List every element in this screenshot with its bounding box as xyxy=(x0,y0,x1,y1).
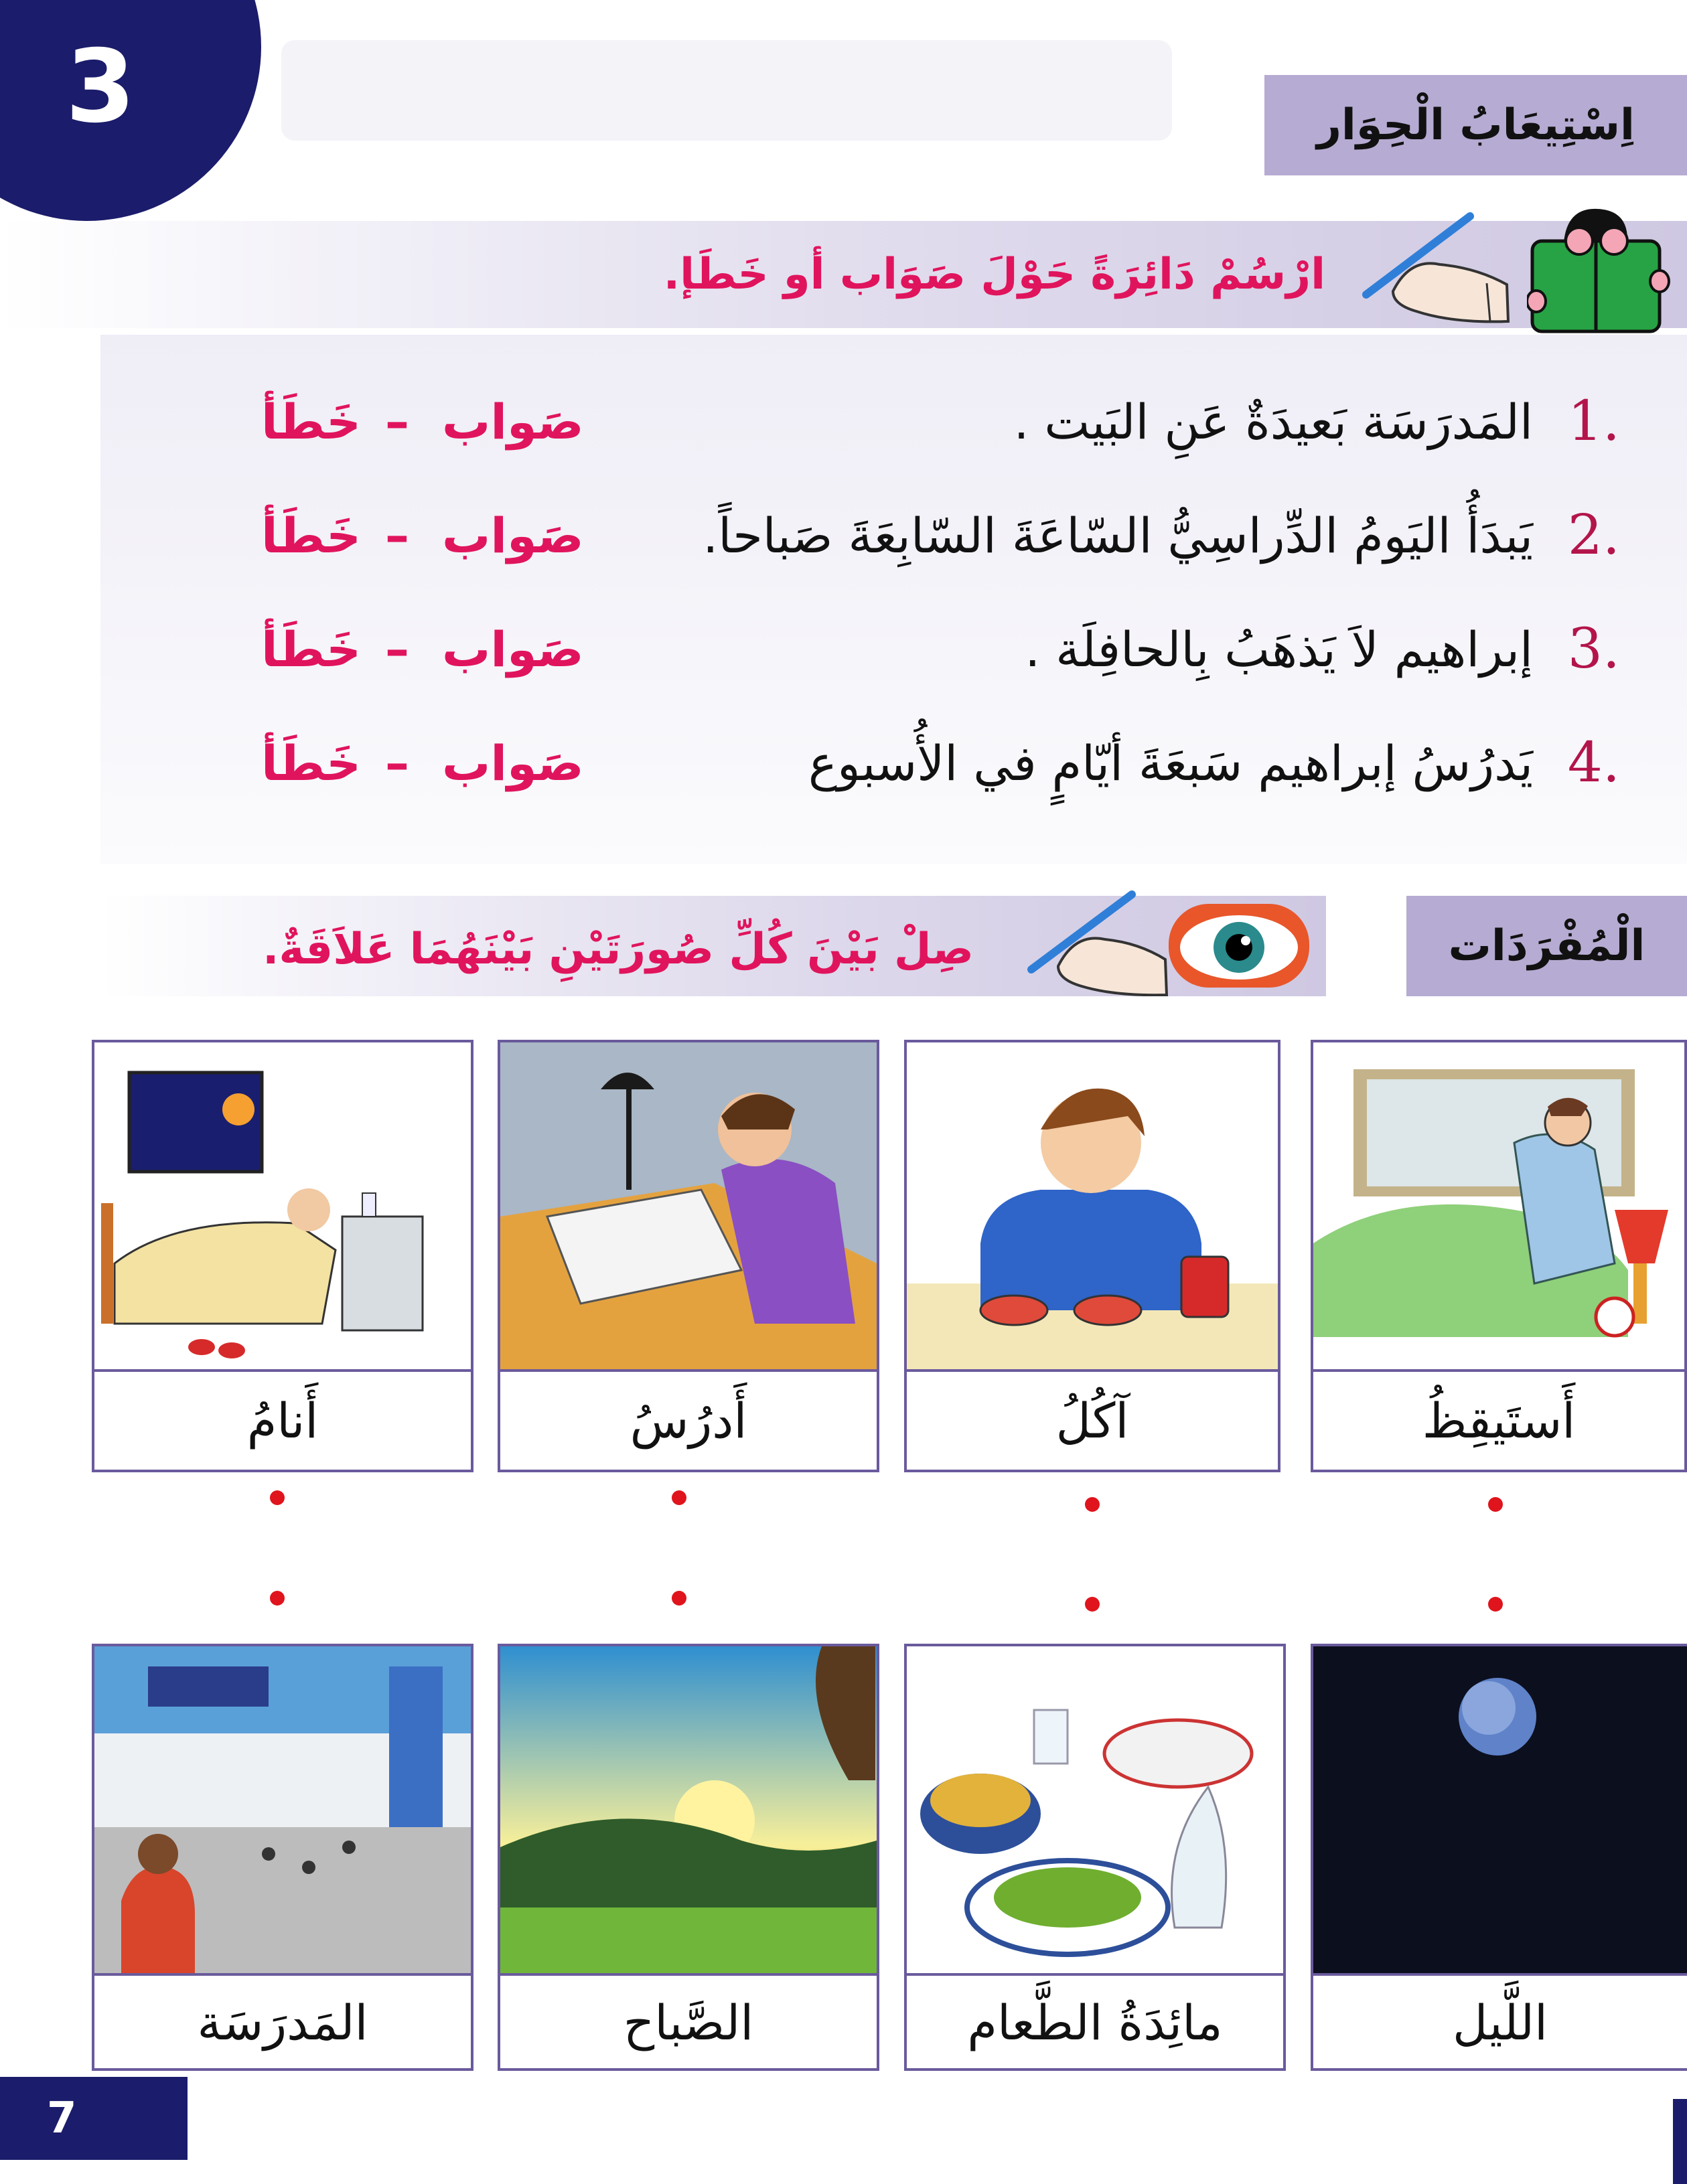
comprehension-instruction: ارْسُمْ دَائِرَةً حَوْلَ صَوَاب أو خَطَإ. xyxy=(663,250,1325,299)
vocab-label: اللَّيل xyxy=(1452,1995,1548,2051)
vocab-card-study xyxy=(498,1040,879,1472)
vocab-label: أَدرُسُ xyxy=(630,1393,747,1449)
choice-true[interactable]: صَواب xyxy=(442,735,584,791)
match-dot-bottom[interactable] xyxy=(1488,1597,1503,1612)
match-dot-bottom[interactable] xyxy=(672,1591,686,1606)
vocab-card-dinner-table xyxy=(904,1644,1286,2071)
sleep-illustration xyxy=(94,1042,471,1371)
match-dot-bottom[interactable] xyxy=(1085,1597,1100,1612)
dinner-table-illustration xyxy=(907,1646,1283,1974)
school-illustration xyxy=(94,1646,471,1974)
vocab-label: أَنامُ xyxy=(246,1393,319,1449)
choice-separator: – xyxy=(385,508,409,564)
choice-false[interactable]: خَطَأ xyxy=(261,735,362,791)
vocab-card-wake-up xyxy=(1311,1040,1687,1472)
night-illustration xyxy=(1313,1646,1687,1974)
choice-separator: – xyxy=(385,735,409,791)
comprehension-title xyxy=(1264,75,1687,175)
choice-true[interactable]: صَواب xyxy=(442,621,584,678)
page-number: 7 xyxy=(47,2094,77,2143)
match-dot-top[interactable] xyxy=(1488,1497,1503,1512)
choice-false[interactable]: خَطَأ xyxy=(261,508,362,564)
vocab-card-morning xyxy=(498,1644,879,2071)
vocab-label: المَدرَسَة xyxy=(197,1995,368,2051)
vocab-label: الصَّباح xyxy=(623,1995,754,2051)
question-row xyxy=(0,479,1687,593)
lesson-number: 3 xyxy=(65,29,136,145)
writing-hand-icon xyxy=(1353,211,1514,325)
comprehension-title-text: اِسْتِيعَابُ الْحِوَار xyxy=(1317,100,1635,150)
choice-true[interactable]: صَواب xyxy=(442,508,584,564)
choice-separator: – xyxy=(385,394,409,450)
match-dot-top[interactable] xyxy=(1085,1497,1100,1512)
eat-illustration xyxy=(907,1042,1278,1371)
question-number: 2. xyxy=(1567,503,1620,567)
vocab-card-night xyxy=(1311,1644,1687,2071)
vocab-label: أَستَيقِظُ xyxy=(1422,1393,1576,1449)
choice-true[interactable]: صَواب xyxy=(442,394,584,450)
vocabulary-title xyxy=(1406,896,1687,996)
question-text: المَدرَسَة بَعيدَةٌ عَنِ البَيت . xyxy=(1013,394,1533,450)
vocab-card-sleep xyxy=(92,1040,473,1472)
question-row xyxy=(0,593,1687,706)
question-text: يَدرُسُ إبراهيم سَبعَةَ أيّامٍ في الأُسبوع xyxy=(808,735,1533,791)
match-dot-top[interactable] xyxy=(672,1490,686,1505)
vocabulary-title-text: الْمُفْرَدَات xyxy=(1448,921,1645,971)
question-number: 3. xyxy=(1567,617,1620,681)
question-row xyxy=(0,365,1687,479)
vocab-card-eat xyxy=(904,1040,1280,1472)
vocab-label: مائِدَةُ الطَّعام xyxy=(967,1995,1223,2051)
sunrise-illustration xyxy=(500,1646,877,1974)
question-number: 1. xyxy=(1567,390,1620,453)
vocab-label: آكُلُ xyxy=(1055,1393,1129,1449)
question-text: إبراهيم لاَ يَذهَبُ بِالحافِلَة . xyxy=(1025,621,1533,678)
page-number-box xyxy=(0,2077,188,2160)
edge-tab xyxy=(1673,2099,1687,2184)
vocab-card-school xyxy=(92,1644,473,2071)
choice-separator: – xyxy=(385,621,409,678)
question-text: يَبدَأُ اليَومُ الدِّراسِيُّ السّاعَةَ السّابِعَةَ صَباحاً. xyxy=(703,508,1533,564)
faded-background-strip xyxy=(281,40,1172,141)
study-illustration xyxy=(500,1042,877,1371)
match-dot-bottom[interactable] xyxy=(270,1591,285,1606)
choice-false[interactable]: خَطَأ xyxy=(261,621,362,678)
writing-hand-icon xyxy=(1021,889,1169,996)
question-number: 4. xyxy=(1567,731,1620,795)
vocabulary-instruction: صِلْ بَيْنَ كُلِّ صُورَتَيْنِ بَيْنَهُمَا عَلاَقَةٌ. xyxy=(263,925,974,974)
wake-up-illustration xyxy=(1313,1042,1684,1371)
choice-false[interactable]: خَطَأ xyxy=(261,394,362,450)
reading-boy-icon xyxy=(1527,201,1674,335)
question-row xyxy=(0,706,1687,820)
match-dot-top[interactable] xyxy=(270,1490,285,1505)
eye-icon xyxy=(1165,901,1313,991)
